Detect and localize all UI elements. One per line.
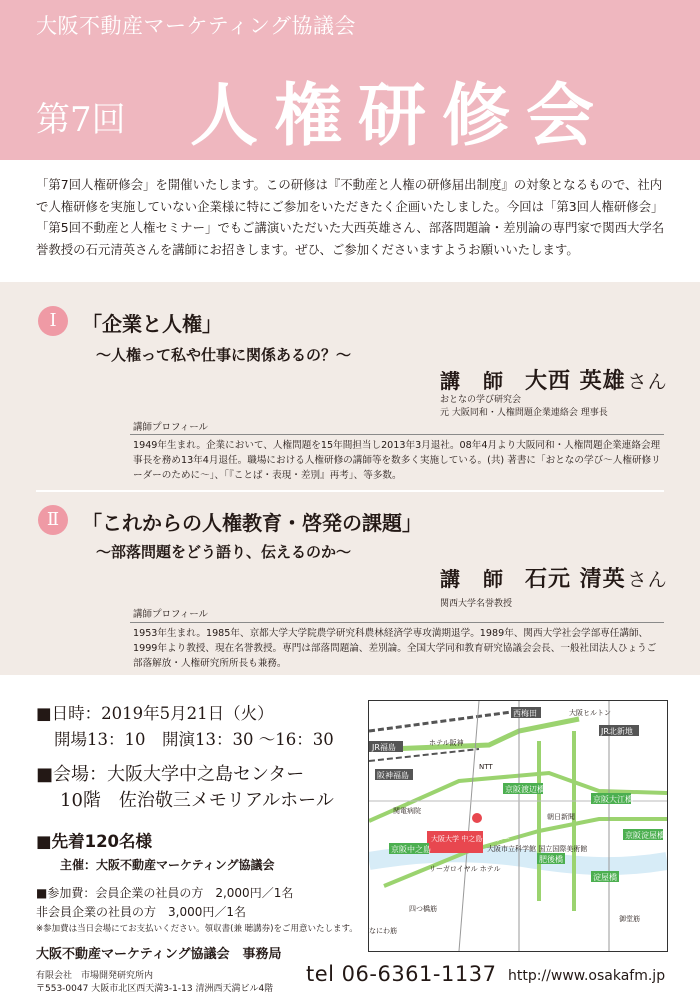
session-2-lecturer	[440, 562, 668, 593]
map-label-midosuji: 御堂筋	[619, 915, 640, 923]
session-1-subtitle: 〜人権って私や仕事に関係あるの？〜	[96, 346, 352, 364]
map-label-center: 大阪大学 中之島センター	[431, 835, 510, 843]
map-label-watanabebashi: 京阪渡辺橋	[505, 785, 545, 794]
fee-nonmember: 非会員企業の社員の方 3,000円／1名	[36, 905, 246, 919]
session-1-profile: 1949年生まれ。企業において、人権問題を15年間担当し2013年3月退社。08年4月より大阪同和・人権問題企業連絡会理事長を務め13年4月退任。職場における人権研修の講師等を数多く実施している。(共) 著書に「おとなの学び〜人権研修リーダーのために〜」、「『ことば・表現・差別』再考」、等多数。	[133, 440, 661, 481]
profile-rule	[130, 434, 664, 435]
session-2-title: 「これからの人権教育・啓発の課題」	[82, 511, 422, 535]
session-1-affiliation	[440, 394, 608, 420]
map-label-ntt: NTT	[479, 763, 493, 771]
event-venue: ■会場：大阪大学中之島センター	[36, 764, 305, 785]
event-host: 主催：大阪不動産マーケティング協議会	[60, 858, 275, 872]
map-label-fukushima-hanshin: 阪神福島	[377, 771, 409, 780]
affiliation-line: おとなの学び研究会	[440, 395, 522, 405]
page-title: 人権研修会	[190, 76, 611, 156]
session-divider	[36, 490, 664, 492]
railway-track	[369, 711, 519, 731]
lecturer-name: 石元 清英	[524, 566, 626, 592]
lecturer-honorific: さん	[627, 569, 668, 591]
session-1-title: 「企業と人権」	[82, 312, 222, 336]
intro-paragraph: 「第7回人権研修会」を開催いたします。この研修は『不動産と人権の研修届出制度』の対象となるもので、社内で人権研修を実施していない企業様に特にご参加をいただきたく企画いたしました。今回は「第3回人権研修会」「第5回不動産と人権セミナー」でもご講演いただいた大西英雄さん、部落問題論・差別論の専門家で関西大学名誉教授の石元清英さんを講師にお招きします。ぜひ、ご参加くださいますようお願いいたします。	[36, 177, 665, 257]
session-1-profile-label: 講師プロフィール	[133, 422, 209, 433]
lecturer-prefix: 講 師	[440, 567, 511, 591]
map-label-hospital: 関電病院	[393, 807, 421, 815]
footer-address: 〒553-0047 大阪市北区西天満3-1-13 清洲西天満ビル4階	[36, 984, 274, 994]
map-label-oebashi: 京阪大江橋	[593, 795, 633, 804]
fee-note: ※参加費は当日会場にてお支払いください。領収書(兼 聴講券)をご用意いたします。	[36, 924, 358, 934]
map-label-fukushima-jr: JR福島	[372, 743, 396, 752]
destination-pin	[472, 813, 482, 823]
map-label-asahi: 朝日新聞	[547, 813, 575, 821]
session-2-profile: 1953年生まれ。1985年、京都大学大学院農学研究科農林経済学専攻満期退学。1989年、関西大学社会学部専任講師、1999年より教授、現在名誉教授。専門は部落問題論、差別論。全国大学同和教育研究協議会会長、一般社団法人ひょうご部落解放・人権研究所所長も兼務。	[133, 628, 657, 669]
lecturer-prefix: 講 師	[440, 369, 511, 393]
lecturer-name: 大西 英雄	[524, 368, 626, 394]
header-banner	[0, 0, 700, 160]
affiliation-line: 元 大阪同和・人権問題企業連絡会 理事長	[440, 408, 608, 418]
session-2-affiliation	[440, 598, 512, 611]
map-label-science: 大阪市立科学館 国立国際美術館	[487, 845, 588, 853]
event-times: 開場13：10 開演13：30 〜16：30	[54, 730, 334, 749]
map-label-umeda: 西梅田	[513, 709, 537, 718]
edition-label: 第7回	[36, 100, 126, 140]
session-2-number-badge: Ⅱ	[38, 505, 68, 535]
footer-organization: 大阪不動産マーケティング協議会 事務局	[36, 947, 282, 962]
map-label-kitashinchi: JR北新地	[601, 727, 633, 736]
access-map	[368, 700, 668, 952]
map-label-naniwa: なにわ筋	[369, 927, 397, 935]
map-label-rihga: リーガロイヤル ホテル	[429, 865, 501, 873]
map-label-hotel-hanshin: ホテル阪神	[429, 739, 464, 747]
map-label-higobashi: 肥後橋	[539, 855, 563, 864]
event-capacity: ■先着120名様	[36, 832, 153, 851]
river	[369, 853, 667, 866]
map-label-yodoyabashi: 淀屋橋	[593, 873, 617, 882]
map-label-hilton: 大阪ヒルトン	[569, 709, 611, 717]
footer-telephone[interactable]: tel 06-6361-1137	[306, 962, 497, 986]
session-1-number-badge: Ⅰ	[38, 306, 68, 336]
footer-company: 有限会社 市場開発研究所内	[36, 971, 154, 981]
footer-website-link[interactable]: http://www.osakafm.jp	[508, 968, 666, 984]
lecturer-honorific: さん	[627, 371, 668, 393]
map-label-yotsubashi: 四つ橋筋	[409, 905, 437, 913]
fee-member: ■参加費：会員企業の社員の方 2,000円／1名	[36, 886, 294, 900]
sessions-section	[0, 282, 700, 675]
event-date: ■日時：2019年5月21日（火）	[36, 704, 274, 723]
session-1-lecturer	[440, 364, 668, 395]
map-label-nakanoshima-station: 京阪中之島	[391, 845, 431, 854]
affiliation-line: 関西大学名誉教授	[440, 599, 513, 609]
event-venue-hall: 10階 佐治敬三メモリアルホール	[60, 790, 334, 811]
session-2-subtitle: 〜部落問題をどう語り、伝えるのか〜	[96, 543, 352, 561]
map-label-kitahama: 京阪淀屋橋	[625, 831, 665, 840]
map-graphic	[369, 701, 667, 951]
organization-name: 大阪不動産マーケティング協議会	[36, 14, 356, 38]
profile-rule	[130, 622, 664, 623]
session-2-profile-label: 講師プロフィール	[133, 609, 209, 620]
